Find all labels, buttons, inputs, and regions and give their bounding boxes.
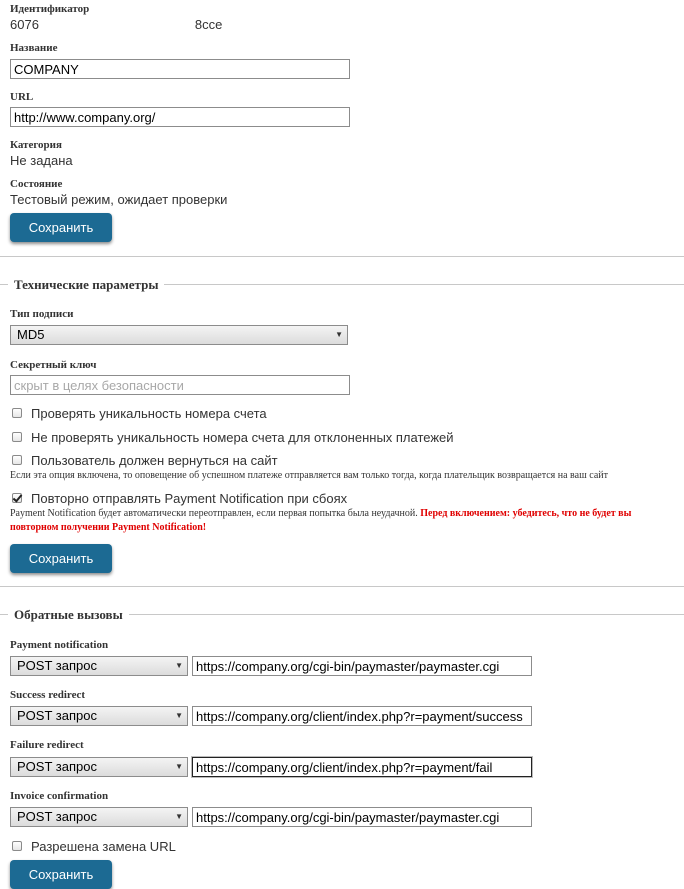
dropdown-arrow-icon: ▼ bbox=[175, 812, 183, 821]
id-value bbox=[10, 17, 222, 32]
payment-notification-label: Payment notification bbox=[10, 639, 109, 651]
invoice-confirmation-method-select[interactable] bbox=[10, 807, 188, 827]
sign-type-select[interactable] bbox=[10, 325, 348, 345]
state-value: Тестовый режим, ожидает проверки bbox=[10, 192, 228, 207]
payment-notification-url-input[interactable] bbox=[192, 656, 532, 676]
resend-notification-label: Повторно отправлять Payment Notification при сбоях bbox=[31, 491, 348, 506]
skip-unique-rejected-checkbox[interactable] bbox=[12, 432, 22, 442]
payment-notification-method-select[interactable] bbox=[10, 656, 188, 676]
user-must-return-checkbox[interactable] bbox=[12, 455, 22, 465]
check-unique-invoice-checkbox[interactable] bbox=[12, 408, 22, 418]
dropdown-arrow-icon: ▼ bbox=[335, 330, 343, 339]
success-redirect-method-select[interactable] bbox=[10, 706, 188, 726]
name-input[interactable] bbox=[10, 59, 350, 79]
user-must-return-label: Пользователь должен вернуться на сайт bbox=[31, 453, 278, 468]
payment-notification-method-value: POST запрос bbox=[17, 658, 97, 673]
sign-type-label: Тип подписи bbox=[10, 308, 74, 320]
success-redirect-url-input[interactable] bbox=[192, 706, 532, 726]
url-input[interactable] bbox=[10, 107, 350, 127]
category-value: Не задана bbox=[10, 153, 73, 168]
name-label: Название bbox=[10, 42, 58, 54]
invoice-confirmation-url-input[interactable] bbox=[192, 807, 532, 827]
return-hint: Если эта опция включена, то оповещение об успешном платеже отправляется вам только тогда, когда плательщик возвращается на ваш сайт bbox=[10, 470, 608, 481]
url-label: URL bbox=[10, 91, 34, 103]
save-callbacks-button[interactable]: Сохранить bbox=[10, 860, 112, 889]
skip-unique-rejected-label: Не проверять уникальность номера счета для отклоненных платежей bbox=[31, 430, 454, 445]
resend-notification-checkbox[interactable] bbox=[12, 493, 22, 503]
divider bbox=[0, 256, 684, 257]
dropdown-arrow-icon: ▼ bbox=[175, 762, 183, 771]
invoice-confirmation-method-value: POST запрос bbox=[17, 809, 97, 824]
resend-warning: Перед включением: убедитесь, что не будет вы bbox=[420, 508, 632, 519]
divider bbox=[0, 586, 684, 587]
failure-redirect-url-input[interactable] bbox=[192, 757, 532, 777]
resend-warning-continued: повторном получении Payment Notification! bbox=[10, 522, 207, 533]
failure-redirect-label: Failure redirect bbox=[10, 739, 84, 751]
invoice-confirmation-label: Invoice confirmation bbox=[10, 790, 109, 802]
id-value-start: 6076 bbox=[10, 17, 39, 32]
allow-url-override-label: Разрешена замена URL bbox=[31, 839, 176, 854]
check-unique-invoice-label: Проверять уникальность номера счета bbox=[31, 406, 267, 421]
resend-hint bbox=[10, 508, 631, 519]
success-redirect-method-value: POST запрос bbox=[17, 708, 97, 723]
technical-section-title: Технические параметры bbox=[8, 277, 164, 293]
failure-redirect-method-value: POST запрос bbox=[17, 759, 97, 774]
callbacks-section-title: Обратные вызовы bbox=[8, 607, 129, 623]
dropdown-arrow-icon: ▼ bbox=[175, 711, 183, 720]
save-general-button[interactable]: Сохранить bbox=[10, 213, 112, 242]
sign-type-value: MD5 bbox=[17, 327, 45, 342]
secret-key-label: Секретный ключ bbox=[10, 359, 97, 371]
state-label: Состояние bbox=[10, 178, 63, 190]
id-value-end: 8cce bbox=[194, 17, 223, 32]
failure-redirect-method-select[interactable] bbox=[10, 757, 188, 777]
save-technical-button[interactable]: Сохранить bbox=[10, 544, 112, 573]
allow-url-override-checkbox[interactable] bbox=[12, 841, 22, 851]
resend-hint-text: Payment Notification будет автоматически переотправлен, если первая попытка была неудачной. bbox=[10, 508, 418, 519]
success-redirect-label: Success redirect bbox=[10, 689, 86, 701]
secret-key-input[interactable] bbox=[10, 375, 350, 395]
category-label: Категория bbox=[10, 139, 62, 151]
id-label: Идентификатор bbox=[10, 3, 90, 15]
dropdown-arrow-icon: ▼ bbox=[175, 661, 183, 670]
